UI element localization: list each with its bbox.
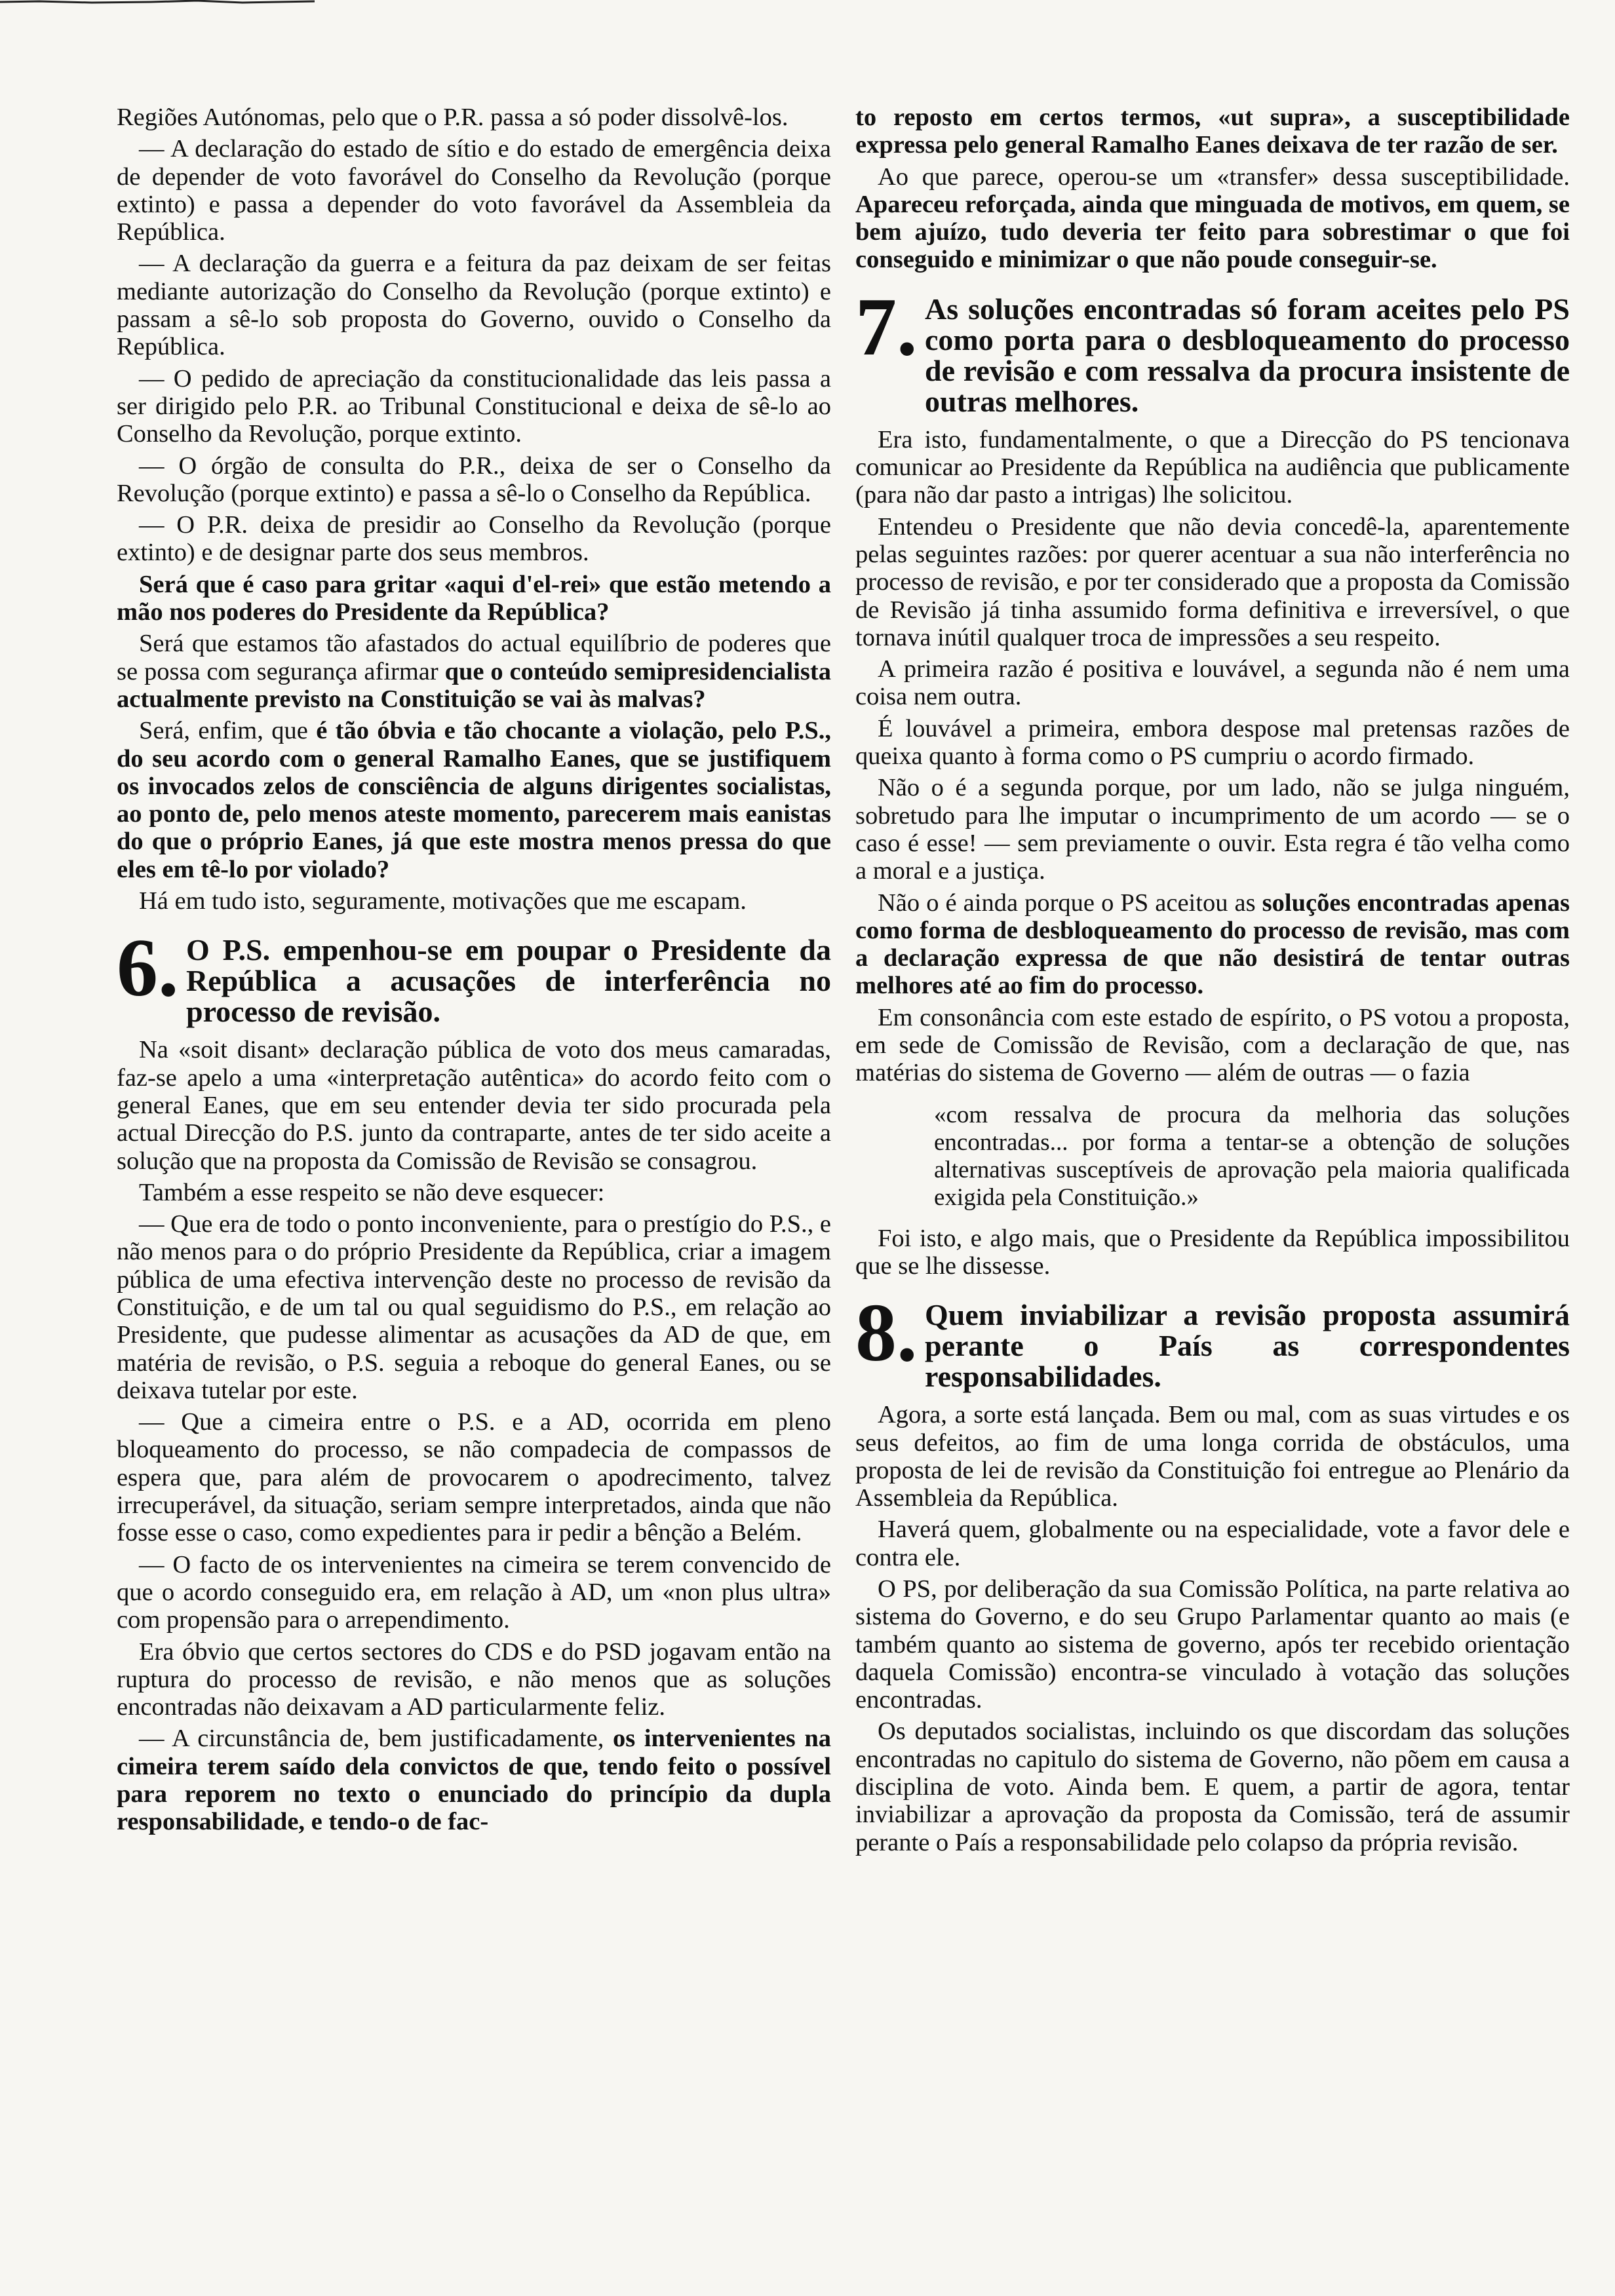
paragraph: Em consonância com este estado de espírito, o PS votou a proposta, em sede de Comissão de Revisão, com a declaração de que, nas matérias do sistema de Governo — além de outras — o fazia (855, 1003, 1570, 1087)
paragraph (117, 717, 831, 883)
left-column (117, 104, 831, 1836)
section-heading-8 (855, 1288, 1570, 1394)
section-title: As soluções encontradas só foram aceites pelo PS como porta para o desbloqueamento do processo de revisão e com ressalva da procura insistente de outras melhores. (925, 292, 1570, 418)
paragraph: Não o é a segunda porque, por um lado, não se julga ninguém, sobretudo para lhe imputar o incumprimento de um acordo — se o caso é esse! — sem previamente o ouvir. Esta regra é tão velha como a moral e a justiça. (855, 774, 1570, 885)
text: Será que estamos tão afastados do actual equilíbrio de poderes que se possa com segurança afirmar (117, 630, 831, 685)
paragraph: Na «soit disant» declaração pública de voto dos meus camaradas, faz-se apelo a uma «interpretação autêntica» do acordo feito com o general Eanes, que em seu entender devia ter sido procurada pela actual Direcção do P.S. junto da contraparte, antes de ter sido aceite a solução que na proposta da Comissão de Revisão se consagrou. (117, 1036, 831, 1175)
bold-text: Apareceu reforçada, ainda que minguada de motivos, em quem, se bem ajuízo, tudo deveria ter feito para sobrestimar o que foi conseguido e minimizar o que não poude conseguir-se. (855, 190, 1570, 274)
block-quote: «com ressalva de procura da melhoria das soluções encontradas... por forma a tentar-se a obtenção de soluções alternativas susceptíveis de aprovação pela maioria qualificada exigida pela Constituição.» (934, 1101, 1570, 1211)
bold-text: soluções encontradas apenas como forma de desbloqueamento do processo de revisão, mas com a declaração expressa de que não desistirá de tentar outras melhores até ao fim do processo. (855, 889, 1570, 1000)
paragraph: Foi isto, e algo mais, que o Presidente da República impossibilitou que se lhe dissesse. (855, 1224, 1570, 1280)
paragraph: O PS, por deliberação da sua Comissão Política, na parte relativa ao sistema do Governo, e do seu Grupo Parlamentar quanto ao mais (e também quanto ao sistema de governo, após ter recebido orientação daquela Comissão) encontra-se vinculado à votação das soluções encontradas. (855, 1575, 1570, 1714)
paragraph: — Que a cimeira entre o P.S. e a AD, ocorrida em pleno bloqueamento do processo, se não compadecia de compassos de espera que, para além de provocarem o apodrecimento, talvez irrecuperável, da situação, seriam sempre interpretados, ainda que não fosse esse o caso, como expedientes para ir pedir a bênção a Belém. (117, 1408, 831, 1547)
paragraph: Há em tudo isto, seguramente, motivações que me escapam. (139, 887, 747, 915)
paragraph: Era isto, fundamentalmente, o que a Direcção do PS tencionava comunicar ao Presidente da República na audiência que publicamente (para não dar pasto a intrigas) lhe solicitou. (855, 425, 1570, 509)
paragraph: — Que era de todo o ponto inconveniente, para o prestígio do P.S., e não menos para o do próprio Presidente da República, criar a imagem pública de uma efectiva intervenção deste no processo de revisão da Constituição, e de um tal ou qual seguidismo do P.S., em relação ao Presidente, que pudesse alimentar as acusações da AD de que, em matéria de revisão, o P.S. seguia a reboque do general Eanes, ou se deixava tutelar por este. (117, 1210, 831, 1404)
paragraph: — O facto de os intervenientes na cimeira se terem convencido de que o acordo conseguido era, em relação à AD, um «non plus ultra» com propensão para o arrependimento. (117, 1550, 831, 1634)
bold-text: to reposto em certos termos, «ut supra», a susceptibilidade expressa pelo general Ramalho Eanes deixava de ter razão de ser. (855, 104, 1570, 159)
paragraph: Era óbvio que certos sectores do CDS e do PSD jogavam então na ruptura do processo de revisão, e não menos que as soluções encontradas não deixavam a AD particularmente feliz. (117, 1637, 831, 1721)
section-number: 7. (855, 281, 918, 373)
paragraph: — A declaração da guerra e a feitura da paz deixam de ser feitas mediante autorização do Conselho da Revolução (porque extinto) e passam a sê-lo sob proposta do Governo, ouvido o Conselho da República. (117, 250, 831, 361)
paragraph: Agora, a sorte está lançada. Bem ou mal, com as suas virtudes e os seus defeitos, ao fim de uma longa corrida de obstáculos, uma proposta de lei de revisão da Constituição foi entregue ao Plenário da Assembleia da República. (855, 1401, 1570, 1512)
text: — A circunstância de, bem justificadamente, (139, 1725, 613, 1753)
section-heading-7 (855, 281, 1570, 418)
section-title: Quem inviabilizar a revisão proposta assumirá perante o País as correspondentes responsabilidades. (925, 1298, 1570, 1394)
paragraph: — O órgão de consulta do P.R., deixa de ser o Conselho da Revolução (porque extinto) e passa a sê-lo o Conselho da República. (117, 451, 831, 507)
paragraph: Os deputados socialistas, incluindo os que discordam das soluções encontradas no capitulo do sistema de Governo, não põem em causa a disciplina de voto. Ainda bem. E quem, a partir de agora, tentar inviabilizar a aprovação da proposta da Comissão, terá de assumir perante o País a responsabilidade pelo colapso da própria revisão. (855, 1717, 1570, 1856)
bold-text: Será que é caso para gritar «aqui d'el-rei» que estão metendo a mão nos poderes do Presidente da República? (117, 570, 831, 626)
paragraph: Entendeu o Presidente que não devia concedê-la, aparentemente pelas seguintes razões: por querer acentuar a sua não interferência no processo de revisão, e por ter considerado que a proposta da Comissão de Revisão já tinha assumido forma definitiva e irreversível, o que tornava inútil qualquer troca de impressões a seu respeito. (855, 512, 1570, 651)
scan-edge-mark (0, 0, 315, 7)
text: Não o é ainda porque o PS aceitou as (878, 889, 1262, 917)
paragraph: Também a esse respeito se não deve esquecer: (139, 1178, 605, 1206)
paragraph: Regiões Autónomas, pelo que o P.R. passa a só poder dissolvê-los. (117, 104, 788, 131)
paragraph: É louvável a primeira, embora despose mal pretensas razões de queixa quanto à forma como o PS cumpriu o acordo firmado. (855, 714, 1570, 771)
section-number: 6. (117, 923, 179, 1014)
section-heading-6 (117, 923, 831, 1029)
paragraph (117, 630, 831, 713)
paragraph-bold (117, 571, 831, 626)
paragraph (855, 163, 1570, 274)
right-column (855, 104, 1570, 1856)
text: Ao que parece, operou-se um «transfer» dessa susceptibilidade. (878, 163, 1570, 191)
paragraph: A primeira razão é positiva e louvável, a segunda não é nem uma coisa nem outra. (855, 655, 1570, 711)
paragraph (117, 1725, 831, 1835)
paragraph: — O pedido de apreciação da constitucionalidade das leis passa a ser dirigido pelo P.R. ao Tribunal Constitucional e deixa de sê-lo ao Conselho da Revolução, porque extinto. (117, 364, 831, 448)
bold-text: que o conteúdo semipresidencialista actualmente previsto na Constituição se vai às malvas? (117, 657, 831, 713)
bold-text: é tão óbvia e tão chocante a violação, pelo P.S., do seu acordo com o general Ramalho Eanes, que se justifiquem os invocados zelos de consciência de alguns dirigentes socialistas, ao ponto de, pelo menos ateste momento, parecerem mais eanistas do que o próprio Eanes, já que este mostra menos pressa do que eles em tê-lo por violado? (117, 717, 831, 883)
paragraph (855, 889, 1570, 1000)
section-title: O P.S. empenhou-se em poupar o Presidente da República a acusações de interferência no processo de revisão. (186, 933, 831, 1029)
paragraph: Haverá quem, globalmente ou na especialidade, vote a favor dele e contra ele. (855, 1516, 1570, 1571)
text: Será, enfim, que (139, 717, 317, 745)
section-number: 8. (855, 1288, 918, 1379)
paragraph: — O P.R. deixa de presidir ao Conselho da Revolução (porque extinto) e de designar parte dos seus membros. (117, 511, 831, 567)
bold-text: os intervenientes na cimeira terem saído dela convictos de que, tendo feito o possível para reporem no texto o enunciado do princípio da dupla responsabilidade, e tendo-o de fac- (117, 1725, 832, 1836)
paragraph-bold (855, 104, 1570, 159)
paragraph: — A declaração do estado de sítio e do estado de emergência deixa de depender de voto favorável do Conselho da Revolução (porque extinto) e passa a depender do voto favorável da Assembleia da República. (117, 135, 831, 246)
